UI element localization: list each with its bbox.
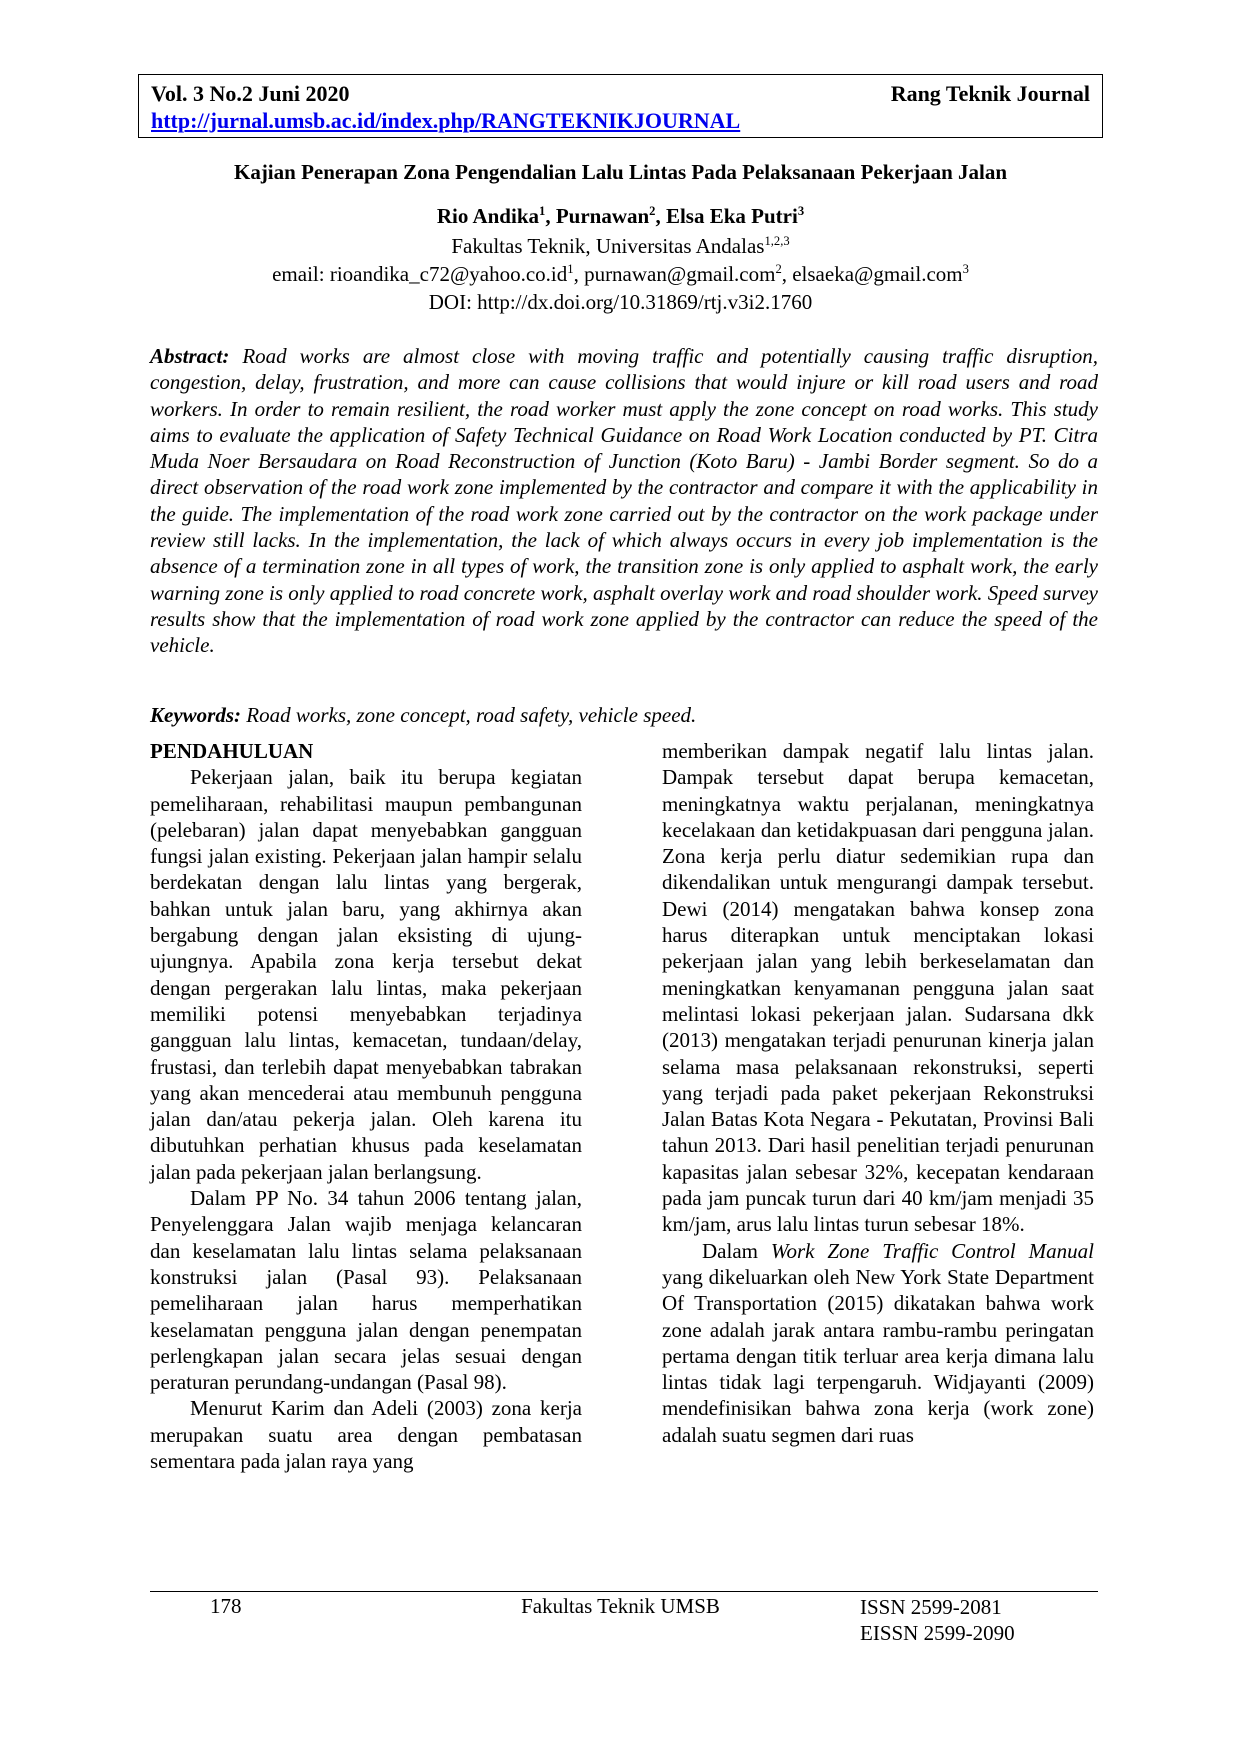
body-paragraph: Menurut Karim dan Adeli (2003) zona kerja merupakan suatu area dengan pembatasan sementara pada jalan raya yang bbox=[150, 1396, 582, 1474]
affiliation-sup: 1,2,3 bbox=[764, 234, 790, 248]
email-sup: 1 bbox=[567, 262, 574, 276]
page-number: 178 bbox=[210, 1594, 242, 1618]
body-paragraph: Dalam PP No. 34 tahun 2006 tentang jalan, Penyelenggara Jalan wajib menjaga kelancaran dan keselamatan lalu lintas selama pelaksanaan konstruksi jalan (Pasal 93). Pelaksanaan pemeliharaan jalan harus memperhatikan keselamatan pengguna jalan dengan penempatan perlengkapan jalan secara jelas sesuai dengan peraturan perundang-undangan (Pasal 98). bbox=[150, 1186, 582, 1395]
footer-issn bbox=[860, 1594, 1015, 1646]
author-name: Elsa Eka Putri bbox=[665, 204, 798, 228]
email-address[interactable]: email: rioandika_c72@yahoo.co.id bbox=[272, 262, 568, 286]
body-paragraph: Pekerjaan jalan, baik itu berupa kegiatan pemeliharaan, rehabilitasi maupun pembangunan (pelebaran) jalan dapat menyebabkan gangguan fungsi jalan existing. Pekerjaan jalan hampir selalu berdekatan dengan lalu lintas yang bergerak, bahkan untuk jalan baru, yang akhirnya akan bergabung dengan jalan eksisting di ujung-ujungnya. Apabila zona kerja tersebut dekat dengan pergerakan lalu lintas, maka pekerjaan memiliki potensi menyebabkan terjadinya gangguan lalu lintas, kemacetan, tundaan/delay, frustasi, dan terlebih dapat menyebabkan tabrakan yang akan mencederai atau membunuh pengguna jalan dan/atau pekerja jalan. Oleh karena itu dibutuhkan perhatian khusus pada keselamatan jalan pada pekerjaan jalan berlangsung. bbox=[150, 765, 582, 1184]
keywords bbox=[150, 702, 1098, 728]
email-address[interactable]: elsaeka@gmail.com bbox=[792, 262, 963, 286]
issn: ISSN 2599-2081 bbox=[860, 1595, 1002, 1619]
doi-line[interactable]: DOI: http://dx.doi.org/10.31869/rtj.v3i2.1760 bbox=[428, 290, 813, 314]
affiliation-text: Fakultas Teknik, Universitas Andalas bbox=[451, 234, 765, 258]
email-list: email: $rioandika\_c72@yahoo.co.id^1$, purnawan@gmail.com$^2$, elsaeka@gmail.com$^3$ bbox=[272, 262, 969, 286]
author-sup: 3 bbox=[797, 204, 805, 218]
abstract bbox=[150, 343, 1098, 659]
author-name: Rio Andika bbox=[436, 204, 540, 228]
footer-faculty: Fakultas Teknik UMSB bbox=[521, 1594, 720, 1618]
body-paragraph: memberikan dampak negatif lalu lintas jalan. Dampak tersebut dapat berupa kemacetan, meningkatnya waktu perjalanan, meningkatnya kecelakaan dan ketidakpuasan dari pengguna jalan. Zona kerja perlu diatur sedemikian rupa dan dikendalikan untuk mengurangi dampak tersebut. Dewi (2014) mengatakan bahwa konsep zona harus diterapkan untuk menciptakan lokasi pekerjaan jalan yang lebih berkeselamatan dan meningkatkan kenyamanan pengguna jalan saat melintasi lokasi pekerjaan jalan. Sudarsana dkk (2013) mengatakan terjadi penurunan kinerja jalan selama masa pelaksanaan rekonstruksi, seperti yang terjadi pada paket pekerjaan Rekonstruksi Jalan Batas Kota Negara - Pekutatan, Provinsi Bali tahun 2013. Dari hasil penelitian terjadi penurunan kapasitas jalan sebesar 32%, kecepatan kendaraan pada jam puncak turun dari 40 km/jam menjadi 35 km/jam, arus lalu lintas turun sebesar 18%. bbox=[662, 739, 1094, 1237]
journal-header bbox=[138, 74, 1103, 138]
journal-url-link[interactable]: http://jurnal.umsb.ac.id/index.php/RANGTEKNIKJOURNAL bbox=[151, 108, 741, 133]
keywords-text: Road works, zone concept, road safety, vehicle speed. bbox=[246, 703, 697, 727]
keywords-label: Keywords: bbox=[150, 703, 241, 727]
volume-label: Vol. 3 No.2 Juni 2020 bbox=[151, 81, 350, 106]
author-sup: 2 bbox=[649, 204, 656, 218]
author-name: Purnawan bbox=[555, 204, 650, 228]
paper-title: Kajian Penerapan Zona Pengendalian Lalu Lintas Pada Pelaksanaan Pekerjaan Jalan bbox=[233, 160, 1008, 184]
footer-divider bbox=[150, 1591, 1098, 1592]
paragraph-text: yang dikeluarkan oleh New York State Department Of Transportation (2015) dikatakan bahwa work zone adalah jarak antara rambu-rambu peringatan pertama dengan titik terluar area kerja dimana lalu lintas tidak lagi terpengaruh. Widjayanti (2009) mendefinisikan bahwa zona kerja (work zone) adalah suatu segmen dari ruas bbox=[662, 1264, 1094, 1447]
body-paragraph bbox=[662, 1238, 1094, 1448]
author-sup: 1 bbox=[539, 204, 546, 218]
affiliation bbox=[138, 234, 1103, 259]
eissn: EISSN 2599-2090 bbox=[860, 1621, 1015, 1645]
paragraph-text: Dalam bbox=[702, 1238, 771, 1263]
email-sup: 2 bbox=[775, 262, 782, 276]
author-list: Rio Andika$^1$, Purnawan$^2$, Elsa Eka Putri$^3$ bbox=[436, 204, 805, 228]
abstract-text: Road works are almost close with moving traffic and potentially causing traffic disruption, congestion, delay, frustration, and more can cause collisions that would injure or kill road users and road workers. In order to remain resilient, the road worker must apply the zone concept on road works. This study aims to evaluate the application of Safety Technical Guidance on Road Work Location conducted by PT. Citra Muda Noer Bersaudara on Road Reconstruction of Junction (Koto Baru) - Jambi Border segment. So do a direct observation of the road work zone implemented by the contractor and compare it with the applicability in the guide. The implementation of the road work zone carried out by the contractor on the work package under review still lacks. In the implementation, the lack of which always occurs in every job implementation is the absence of a termination zone in all types of work, the transition zone is only applied to asphalt work, the early warning zone is only applied to road concrete work, asphalt overlay work and road shoulder work. Speed survey results show that the implementation of road work zone applied by the contractor can reduce the speed of the vehicle. bbox=[150, 344, 1098, 658]
body-column-left bbox=[150, 738, 582, 1474]
abstract-label: Abstract: bbox=[150, 344, 230, 368]
email-address[interactable]: purnawan@gmail.com bbox=[584, 262, 776, 286]
journal-name: Rang Teknik Journal bbox=[890, 81, 1090, 106]
email-sup: 3 bbox=[962, 262, 969, 276]
section-heading: PENDAHULUAN bbox=[150, 739, 314, 763]
manual-title: Work Zone Traffic Control Manual bbox=[770, 1238, 1094, 1263]
body-column-right bbox=[662, 738, 1094, 1448]
